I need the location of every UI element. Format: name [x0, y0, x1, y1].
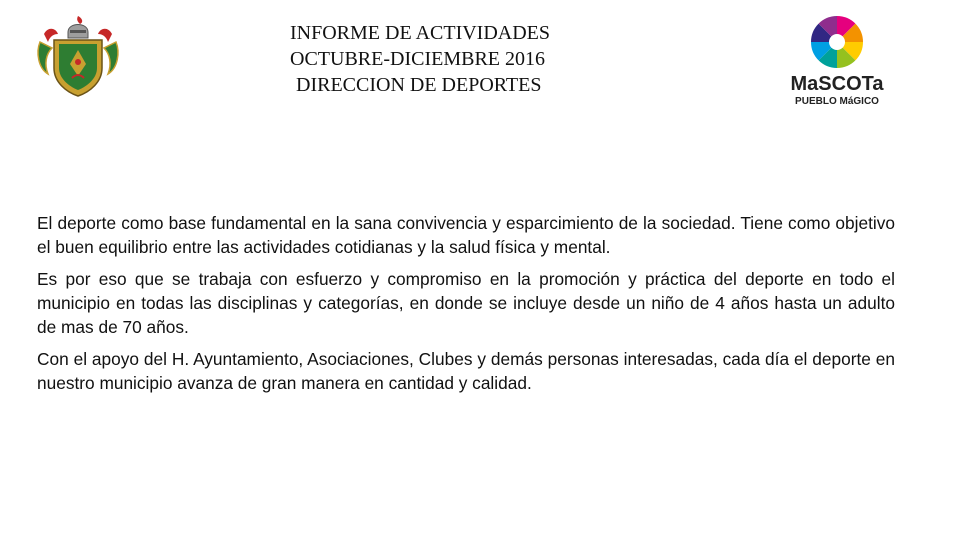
document-title	[290, 20, 730, 98]
title-line-period: OCTUBRE-DICIEMBRE 2016	[290, 48, 545, 70]
title-line-department: DIRECCION DE DEPORTES	[296, 74, 542, 96]
logo-brand-name: MaSCOTa	[790, 73, 884, 95]
title-line-report: INFORME DE ACTIVIDADES	[290, 22, 550, 44]
municipal-coat-of-arms-icon	[34, 12, 122, 100]
mascota-pueblo-magico-logo	[782, 10, 892, 110]
logo-tagline: PUEBLO MáGICO	[795, 96, 879, 107]
paragraph-support: Con el apoyo del H. Ayuntamiento, Asociaciones, Clubes y demás personas interesadas, cada día el deporte en nuestro municipio avanza de gran manera en cantidad y calidad.	[37, 349, 895, 393]
report-body	[37, 211, 895, 403]
paragraph-effort: Es por eso que se trabaja con esfuerzo y compromiso en la promoción y práctica del deporte en todo el municipio en todas las disciplinas y categorías, en donde se incluye desde un niño de 4 años hasta un adulto de mas de 70 años.	[37, 269, 895, 337]
paragraph-intro: El deporte como base fundamental en la sana convivencia y esparcimiento de la sociedad. Tiene como objetivo el buen equilibrio entre las actividades cotidianas y la salud física y mental.	[37, 213, 895, 257]
